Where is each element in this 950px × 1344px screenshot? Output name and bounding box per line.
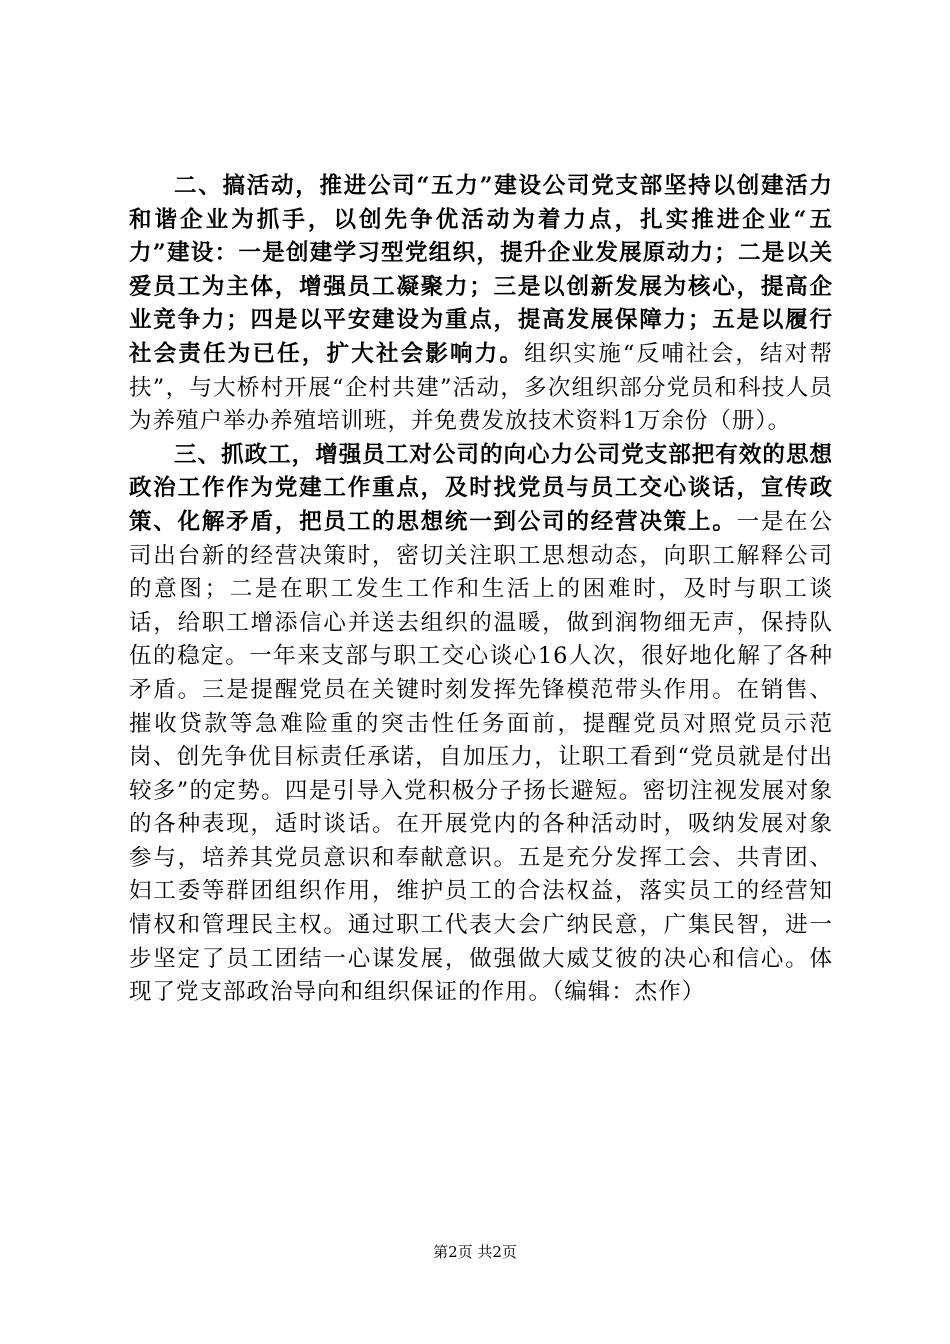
paragraph-body: 组织实施“反哺社会，结对帮扶”，与大桥村开展“企村共建”活动，多次组织部分党员和科技人员为养殖户举办养殖培训班，并免费发放技术资料1万余份（册）。 bbox=[129, 340, 833, 435]
paragraph-lead: 三、抓政工，增强员工对公司的向心力公司党支部把有效的思想政治工作作为党建工作重点，及时找党员与员工交心谈话，宣传政策、化解矛盾，把员工的思想统一到公司的经营决策上。 bbox=[129, 441, 833, 535]
page-number-footer: 第2页 共2页 bbox=[433, 1243, 517, 1261]
document-body bbox=[129, 170, 833, 1010]
paragraph-body: 一是在公司出台新的经营决策时，密切关注职工思想动态，向职工解释公司的意图；二是在职工发生工作和生活上的困难时，及时与职工谈话，给职工增添信心并送去组织的温暖，做到润物细无声，保持队伍的稳定。一年来支部与职工交心谈心16人次，很好地化解了各种矛盾。三是提醒党员在关键时刻发挥先锋模范带头作用。在销售、摧收贷款等急难险重的突击性任务面前，提醒党员对照党员示范岗、创先争优目标责任承诺，自加压力，让职工看到“党员就是付出较多”的定势。四是引导入党积极分子扬长避短。密切注视发展对象的各种表现，适时谈话。在开展党内的各种活动时，吸纳发展对象参与，培养其党员意识和奉献意识。五是充分发挥工会、共青团、妇工委等群团组织作用，维护员工的合法权益，落实员工的经营知情权和管理民主权。通过职工代表大会广纳民意，广集民智，进一步坚定了员工团结一心谋发展，做强做大威艾彼的决心和信心。体现了党支部政治导向和组织保证的作用。（编辑：杰作） bbox=[129, 508, 833, 1006]
paragraph-activities bbox=[129, 170, 833, 439]
paragraph-lead: 二、搞活动，推进公司“五力”建设公司党支部坚持以创建活力和谐企业为抓手，以创先争优活动为着力点，扎实推进企业“五力”建设：一是创建学习型党组织，提升企业发展原动力；二是以关爱员工为主体，增强员工凝聚力；三是以创新发展为核心，提高企业竞争力；四是以平安建设为重点，提高发展保障力；五是以履行社会责任为已任，扩大社会影响力。 bbox=[129, 173, 833, 367]
paragraph-political-work bbox=[129, 439, 833, 1010]
